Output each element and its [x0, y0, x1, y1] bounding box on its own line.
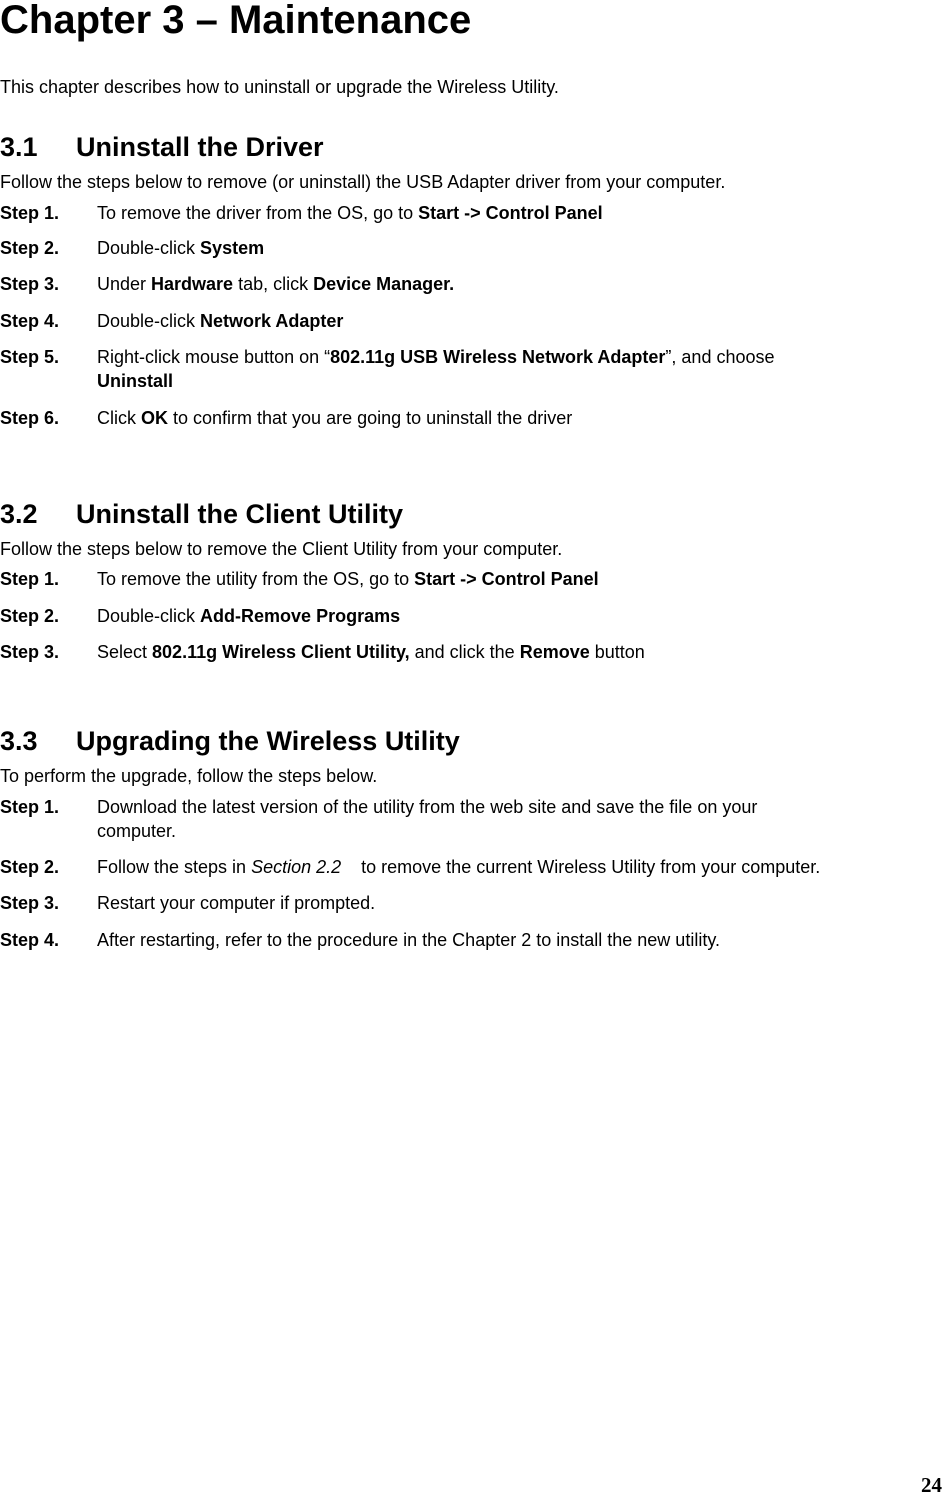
section-lead: Follow the steps below to remove the Client Utility from your computer.: [0, 539, 563, 559]
step-text-part: to confirm that you are going to uninstall the driver: [168, 408, 573, 428]
section-heading: [0, 726, 460, 756]
step-ui-term: Start -> Control Panel: [418, 203, 603, 223]
step-label: Step 3.: [0, 893, 60, 913]
section-heading: [0, 132, 324, 162]
step-ui-term: Remove: [519, 642, 590, 662]
step-text-part: To remove the driver from the OS, go to: [97, 203, 419, 223]
step-text-part: Double-click: [97, 238, 201, 258]
step-ui-term: Hardware: [151, 274, 234, 294]
step-text-part: Restart your computer if prompted.: [97, 893, 376, 913]
step-text-part: Select: [97, 642, 153, 662]
section-title: Uninstall the Driver: [76, 132, 324, 162]
section-number: 3.3: [0, 726, 38, 756]
step-text: [97, 567, 944, 591]
step-ui-term: OK: [141, 408, 168, 428]
step-ui-term: Network Adapter: [200, 311, 344, 331]
section-reference: Section 2.2: [251, 857, 342, 877]
step-text: [97, 640, 944, 664]
step-text-part: Follow the steps in: [97, 857, 252, 877]
page-number: 24: [921, 1473, 942, 1497]
step-text: [97, 236, 944, 260]
step-text-part: tab, click: [233, 274, 314, 294]
step-ui-term: Start -> Control Panel: [414, 569, 599, 589]
step-text-part: computer.: [97, 821, 177, 841]
section-heading: [0, 499, 403, 529]
step-label: Step 1.: [0, 203, 60, 223]
step-text-part: button: [589, 642, 645, 662]
step-text-part: Right-click mouse button on “: [97, 347, 331, 367]
step-label: Step 4.: [0, 930, 60, 950]
step-text: [97, 928, 944, 952]
step-label: Step 2.: [0, 238, 60, 258]
step-text: [97, 604, 944, 628]
step-text: [97, 309, 944, 333]
step-ui-term: Uninstall: [97, 371, 174, 391]
step-label: Step 5.: [0, 347, 60, 367]
step-text-part: After restarting, refer to the procedure in the Chapter 2 to install the new utility.: [97, 930, 720, 950]
step-text: [97, 345, 944, 393]
step-label: Step 3.: [0, 642, 60, 662]
section-lead: Follow the steps below to remove (or uninstall) the USB Adapter driver from your computer.: [0, 172, 726, 192]
step-text-part: Double-click: [97, 606, 201, 626]
section-title: Uninstall the Client Utility: [76, 499, 404, 529]
step-text: [97, 201, 944, 225]
step-text-part: Download the latest version of the utility from the web site and save the file on your: [97, 797, 758, 817]
chapter-intro: This chapter describes how to uninstall or upgrade the Wireless Utility.: [0, 77, 559, 97]
step-ui-term: 802.11g USB Wireless Network Adapter: [330, 347, 666, 367]
step-text: [97, 795, 944, 843]
step-label: Step 2.: [0, 606, 60, 626]
step-text: [97, 891, 944, 915]
step-ui-term: Add-Remove Programs: [200, 606, 401, 626]
step-label: Step 1.: [0, 569, 60, 589]
step-text: [97, 406, 944, 430]
step-text-part: and click the: [409, 642, 520, 662]
section-title: Upgrading the Wireless Utility: [76, 726, 460, 756]
step-label: Step 2.: [0, 857, 60, 877]
step-label: Step 1.: [0, 797, 60, 817]
section-lead: To perform the upgrade, follow the steps below.: [0, 766, 378, 786]
chapter-title: Chapter 3 – Maintenance: [0, 0, 472, 42]
step-text-part: Click: [97, 408, 141, 428]
step-text: [97, 272, 944, 296]
step-ui-term: System: [200, 238, 265, 258]
step-text-part: To remove the utility from the OS, go to: [97, 569, 415, 589]
step-label: Step 3.: [0, 274, 60, 294]
step-text-part: to remove the current Wireless Utility from your computer.: [341, 857, 821, 877]
section-number: 3.1: [0, 132, 38, 162]
step-ui-term: Device Manager.: [313, 274, 455, 294]
step-ui-term: 802.11g Wireless Client Utility,: [152, 642, 410, 662]
step-label: Step 4.: [0, 311, 60, 331]
step-text-part: ”, and choose: [665, 347, 775, 367]
step-label: Step 6.: [0, 408, 60, 428]
step-text-part: Under: [97, 274, 152, 294]
section-number: 3.2: [0, 499, 38, 529]
step-text: [97, 855, 944, 879]
step-text-part: Double-click: [97, 311, 201, 331]
